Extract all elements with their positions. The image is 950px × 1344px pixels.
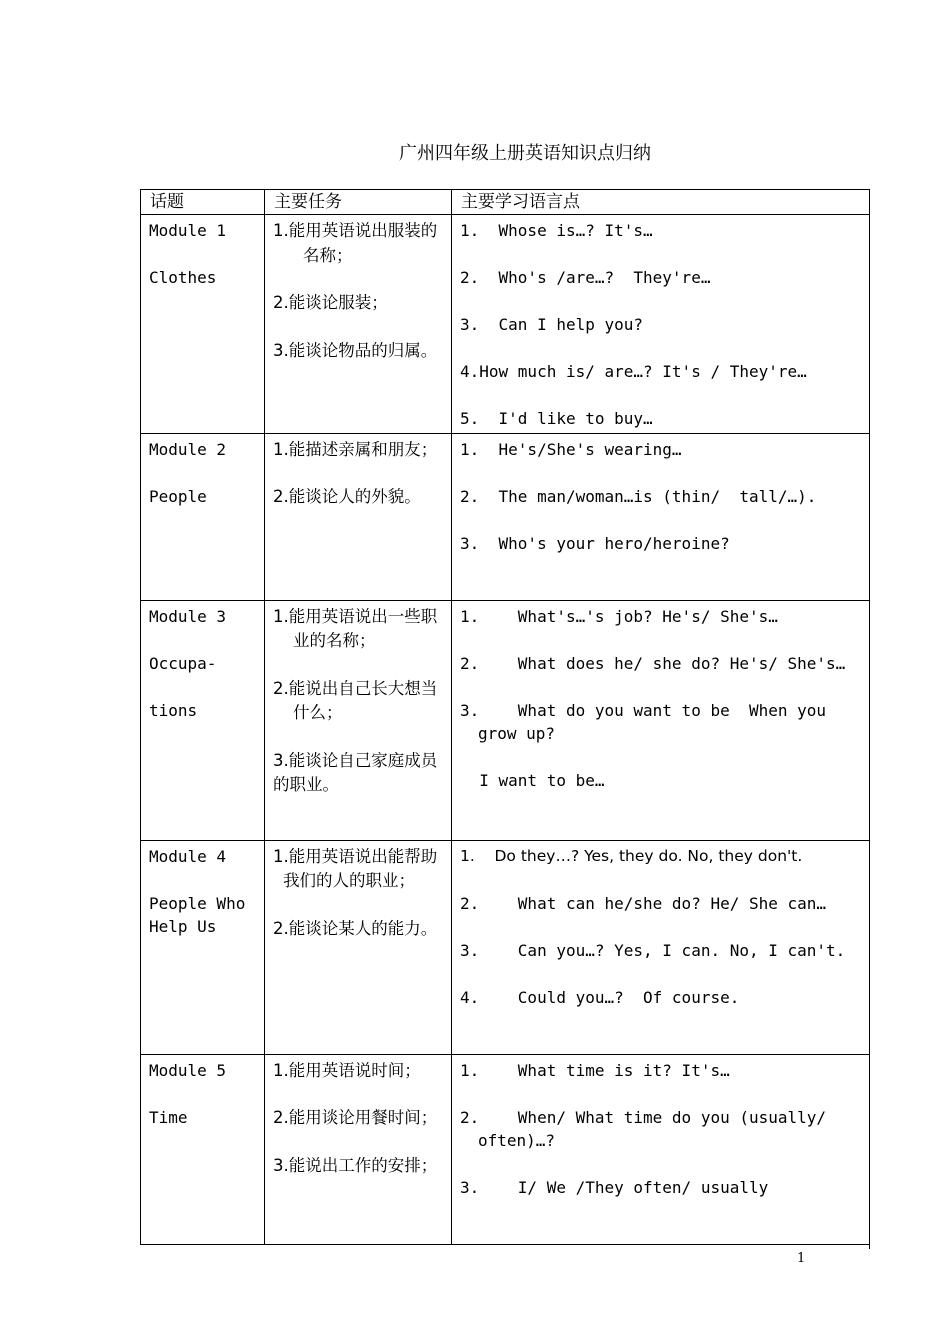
point-item: 1. What's…'s job? He's/ She's… — [460, 606, 778, 626]
point-item: 3. I/ We /They often/ usually — [460, 1178, 769, 1197]
header-tasks: 主要任务 — [265, 190, 452, 215]
task-item: 2.能谈论某人的能力。 — [273, 918, 438, 938]
point-item: 1. He's/She's wearing… — [460, 439, 682, 459]
topic-line: Module 5 — [149, 1060, 227, 1080]
task-item: 2.能用谈论用餐时间； — [273, 1108, 438, 1127]
tasks-cell — [265, 1054, 452, 1244]
task-item: 2.能谈论人的外貌。 — [273, 487, 421, 506]
topic-line: People — [149, 486, 207, 506]
points-cell — [452, 1054, 870, 1244]
header-language-points: 主要学习语言点 — [452, 190, 870, 215]
task-item: 3.能说出工作的安排； — [273, 1155, 438, 1175]
table-row — [141, 215, 870, 434]
task-item: 3.能谈论物品的归属。 — [273, 340, 438, 360]
tasks-cell — [265, 215, 452, 434]
point-item: 4. Could you…? Of course. — [460, 987, 740, 1007]
topic-cell — [141, 840, 265, 1054]
topic-line: People Who Help Us — [149, 893, 255, 936]
task-item: 2.能说出自己长大想当什么； — [273, 678, 438, 722]
point-item: 3. What do you want to be When you grow up? — [460, 700, 836, 743]
topic-cell — [141, 1054, 265, 1244]
point-item: 1. Do they…? Yes, they do. No, they don't. — [460, 846, 803, 865]
point-item: 2. When/ What time do you (usually/ often)…? — [460, 1107, 836, 1150]
point-item: 1. What time is it? It's… — [460, 1060, 730, 1080]
table-row — [141, 840, 870, 1054]
point-item: 3. Who's your hero/heroine? — [460, 533, 730, 553]
topic-line: Module 4 — [149, 846, 227, 866]
point-item: 2. What can he/she do? He/ She can… — [460, 893, 827, 913]
task-item: 2.能谈论服装； — [273, 293, 388, 312]
topic-cell — [141, 433, 265, 600]
document-title: 广州四年级上册英语知识点归纳 — [399, 143, 651, 164]
task-item: 1.能描述亲属和朋友； — [273, 439, 438, 459]
topic-line: Occupa- — [149, 653, 217, 673]
topic-line: Clothes — [149, 268, 217, 287]
topic-line: Module 1 — [149, 221, 227, 240]
header-topic: 话题 — [141, 190, 265, 215]
points-cell — [452, 433, 870, 600]
task-item: 1.能用英语说出一些职业的名称； — [273, 606, 438, 650]
point-item: 3. Can you…? Yes, I can. No, I can't. — [460, 940, 846, 960]
point-item: 5. I'd like to buy… — [460, 409, 653, 428]
tasks-cell — [265, 433, 452, 600]
point-item: 1. Whose is…? It's… — [460, 221, 653, 240]
point-item: 2. What does he/ she do? He's/ She's… — [460, 653, 846, 673]
point-item: 4.How much is/ are…? It's / They're… — [460, 362, 807, 381]
point-item: 2. The man/woman…is (thin/ tall/…). — [460, 486, 817, 506]
task-item: 3.能谈论自己家庭成员的职业。 — [273, 750, 438, 794]
topic-line: Module 3 — [149, 606, 227, 626]
tasks-cell — [265, 600, 452, 840]
point-item: 3. Can I help you? — [460, 315, 644, 334]
topic-line: tions — [149, 700, 198, 720]
point-item: I want to be… — [460, 771, 605, 790]
task-item: 1.能用英语说出服装的名称； — [273, 221, 438, 265]
points-cell — [452, 840, 870, 1054]
tasks-cell — [265, 840, 452, 1054]
page-number: 1 — [797, 1251, 806, 1266]
topic-line: Module 2 — [149, 439, 227, 459]
points-cell — [452, 215, 870, 434]
table-row — [141, 433, 870, 600]
table-row — [141, 600, 870, 840]
topic-cell — [141, 600, 265, 840]
table-row — [141, 1054, 870, 1244]
point-item: 2. Who's /are…? They're… — [460, 268, 711, 287]
topic-cell — [141, 215, 265, 434]
points-cell — [452, 600, 870, 840]
task-item: 1.能用英语说出能帮助我们的人的职业； — [273, 846, 438, 890]
topic-line: Time — [149, 1107, 188, 1127]
knowledge-table — [140, 189, 870, 1245]
task-item: 1.能用英语说时间； — [273, 1060, 421, 1080]
table-header-row — [141, 190, 870, 215]
